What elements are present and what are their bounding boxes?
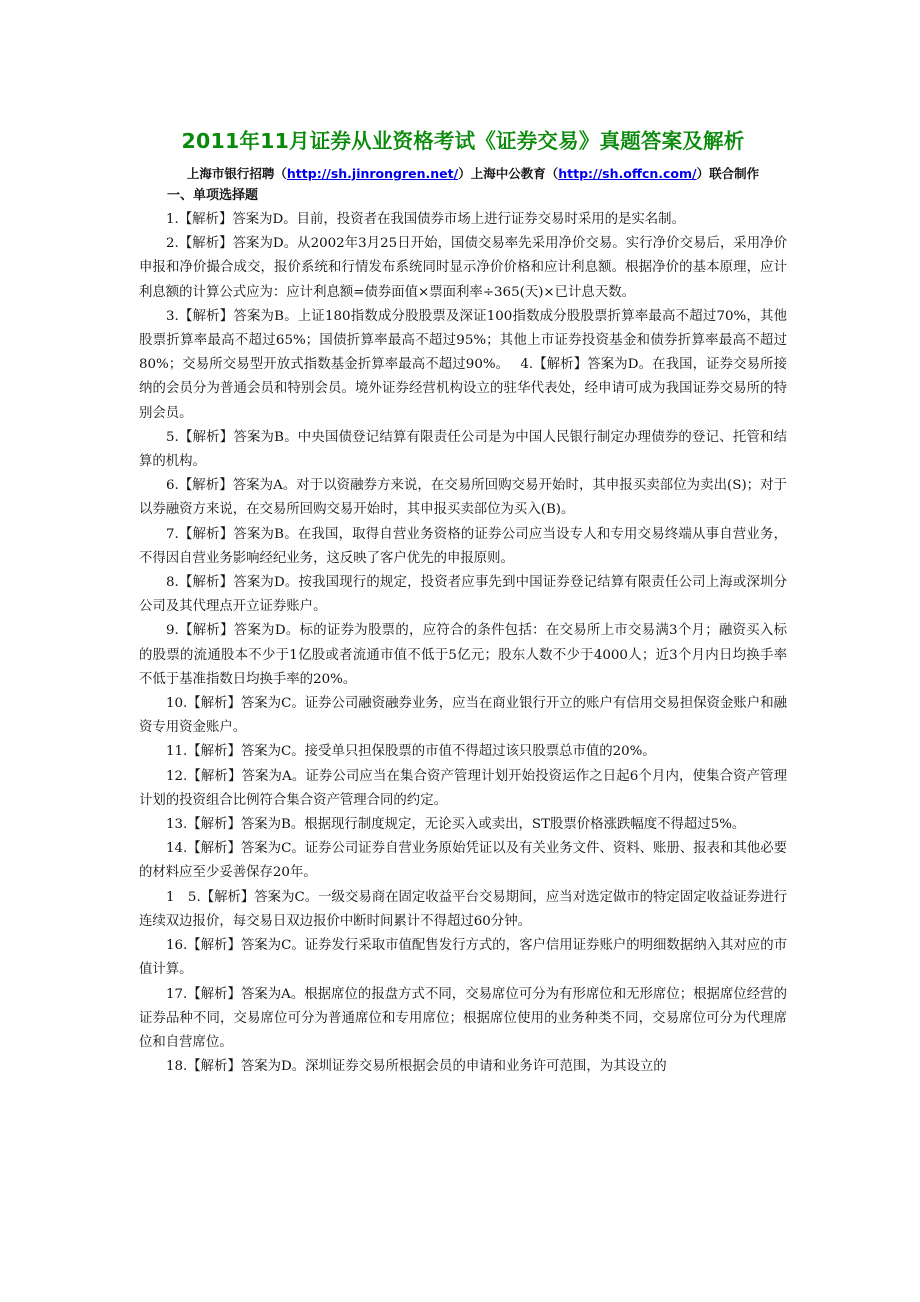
subtitle-suffix: ）联合制作: [696, 166, 760, 181]
answer-paragraph: 13.【解析】答案为B。根据现行制度规定，无论买入或卖出，ST股票价格涨跌幅度不得超过5%。: [166, 817, 746, 833]
link-jinrongren[interactable]: http://sh.jinrongren.net/: [286, 166, 459, 181]
answer-paragraph: 2.【解析】答案为D。从2002年3月25日开始，国债交易率先采用净价交易。实行净价交易后，采用净价申报和净价撮合成交，报价系统和行情发布系统同时显示净价价格和应计利息额。根据净价的基本原理，应计利息额的计算公式应为：应计利息额=债券面值×票面利率÷365(天)×已计息天数。: [139, 236, 787, 300]
subtitle-prefix: 上海市银行招聘（: [186, 166, 287, 181]
answer-list: [139, 208, 787, 1079]
section-heading: 一、单项选择题: [167, 188, 259, 203]
answer-paragraph: 10.【解析】答案为C。证券公司融资融券业务，应当在商业银行开立的账户有信用交易担保资金账户和融资专用资金账户。: [139, 696, 787, 736]
subtitle-middle: ）上海中公教育（: [458, 166, 559, 181]
answer-paragraph: 8.【解析】答案为D。按我国现行的规定，投资者应事先到中国证券登记结算有限责任公司上海或深圳分公司及其代理点开立证券账户。: [139, 575, 787, 615]
answer-paragraph: 6.【解析】答案为A。对于以资融券方来说，在交易所回购交易开始时，其申报买卖部位为卖出(S)；对于以券融资方来说，在交易所回购交易开始时，其申报买卖部位为买入(B)。: [139, 478, 787, 518]
document-title: 2011年11月证券从业资格考试《证券交易》真题答案及解析: [181, 129, 745, 153]
answer-paragraph: 7.【解析】答案为B。在我国，取得自营业务资格的证券公司应当设专人和专用交易终端从事自营业务，不得因自营业务影响经纪业务，这反映了客户优先的申报原则。: [139, 526, 787, 566]
answer-paragraph: 17.【解析】答案为A。根据席位的报盘方式不同，交易席位可分为有形席位和无形席位；根据席位经营的证券品种不同，交易席位可分为普通席位和专用席位；根据席位使用的业务种类不同，交易席位可分为代理席位和自营席位。: [139, 986, 787, 1050]
answer-paragraph: 1.【解析】答案为D。目前，投资者在我国债券市场上进行证券交易时采用的是实名制。: [166, 212, 685, 227]
answer-paragraph: 14.【解析】答案为C。证券公司证券自营业务原始凭证以及有关业务文件、资料、账册、报表和其他必要的材料应至少妥善保存20年。: [139, 841, 787, 881]
answer-paragraph: 9.【解析】答案为D。标的证券为股票的，应符合的条件包括：在交易所上市交易满3个月；融资买入标的股票的流通股本不少于1亿股或者流通市值不低于5亿元；股东人数不少于4000人；近3个月内日均换手率不低于基准指数日均换手率的20%。: [139, 623, 787, 687]
answer-paragraph: 12.【解析】答案为A。证券公司应当在集合资产管理计划开始投资运作之日起6个月内，使集合资产管理计划的投资组合比例符合集合资产管理合同的约定。: [139, 768, 787, 808]
link-offcn[interactable]: http://sh.offcn.com/: [558, 166, 697, 181]
document-page: [139, 126, 787, 1079]
answer-paragraph: 11.【解析】答案为C。接受单只担保股票的市值不得超过该只股票总市值的20%。: [166, 744, 656, 760]
answer-paragraph: 1 5.【解析】答案为C。一级交易商在固定收益平台交易期间，应当对选定做市的特定固定收益证券进行连续双边报价，每交易日双边报价中断时间累计不得超过60分钟。: [139, 889, 787, 929]
answer-paragraph: 16.【解析】答案为C。证券发行采取市值配售发行方式的，客户信用证券账户的明细数据纳入其对应的市值计算。: [139, 938, 787, 978]
answer-paragraph: 18.【解析】答案为D。深圳证券交易所根据会员的申请和业务许可范围，为其设立的: [166, 1059, 667, 1075]
document-subtitle: [159, 164, 787, 184]
answer-paragraph: 3.【解析】答案为B。上证180指数成分股股票及深证100指数成分股股票折算率最高不超过70%，其他股票折算率最高不超过65%；国债折算率最高不超过95%；其他上市证券投资基金和债券折算率最高不超过80%；交易所交易型开放式指数基金折算率最高不超过90%。 4.【解析】答案为D。在我国，证券交易所接纳的会员分为普通会员和特别会员。境外证券经营机构设立的驻华代表处，经申请可成为我国证券交易所的特别会员。: [139, 308, 787, 421]
answer-paragraph: 5.【解析】答案为B。中央国债登记结算有限责任公司是为中国人民银行制定办理债券的登记、托管和结算的机构。: [139, 429, 787, 470]
